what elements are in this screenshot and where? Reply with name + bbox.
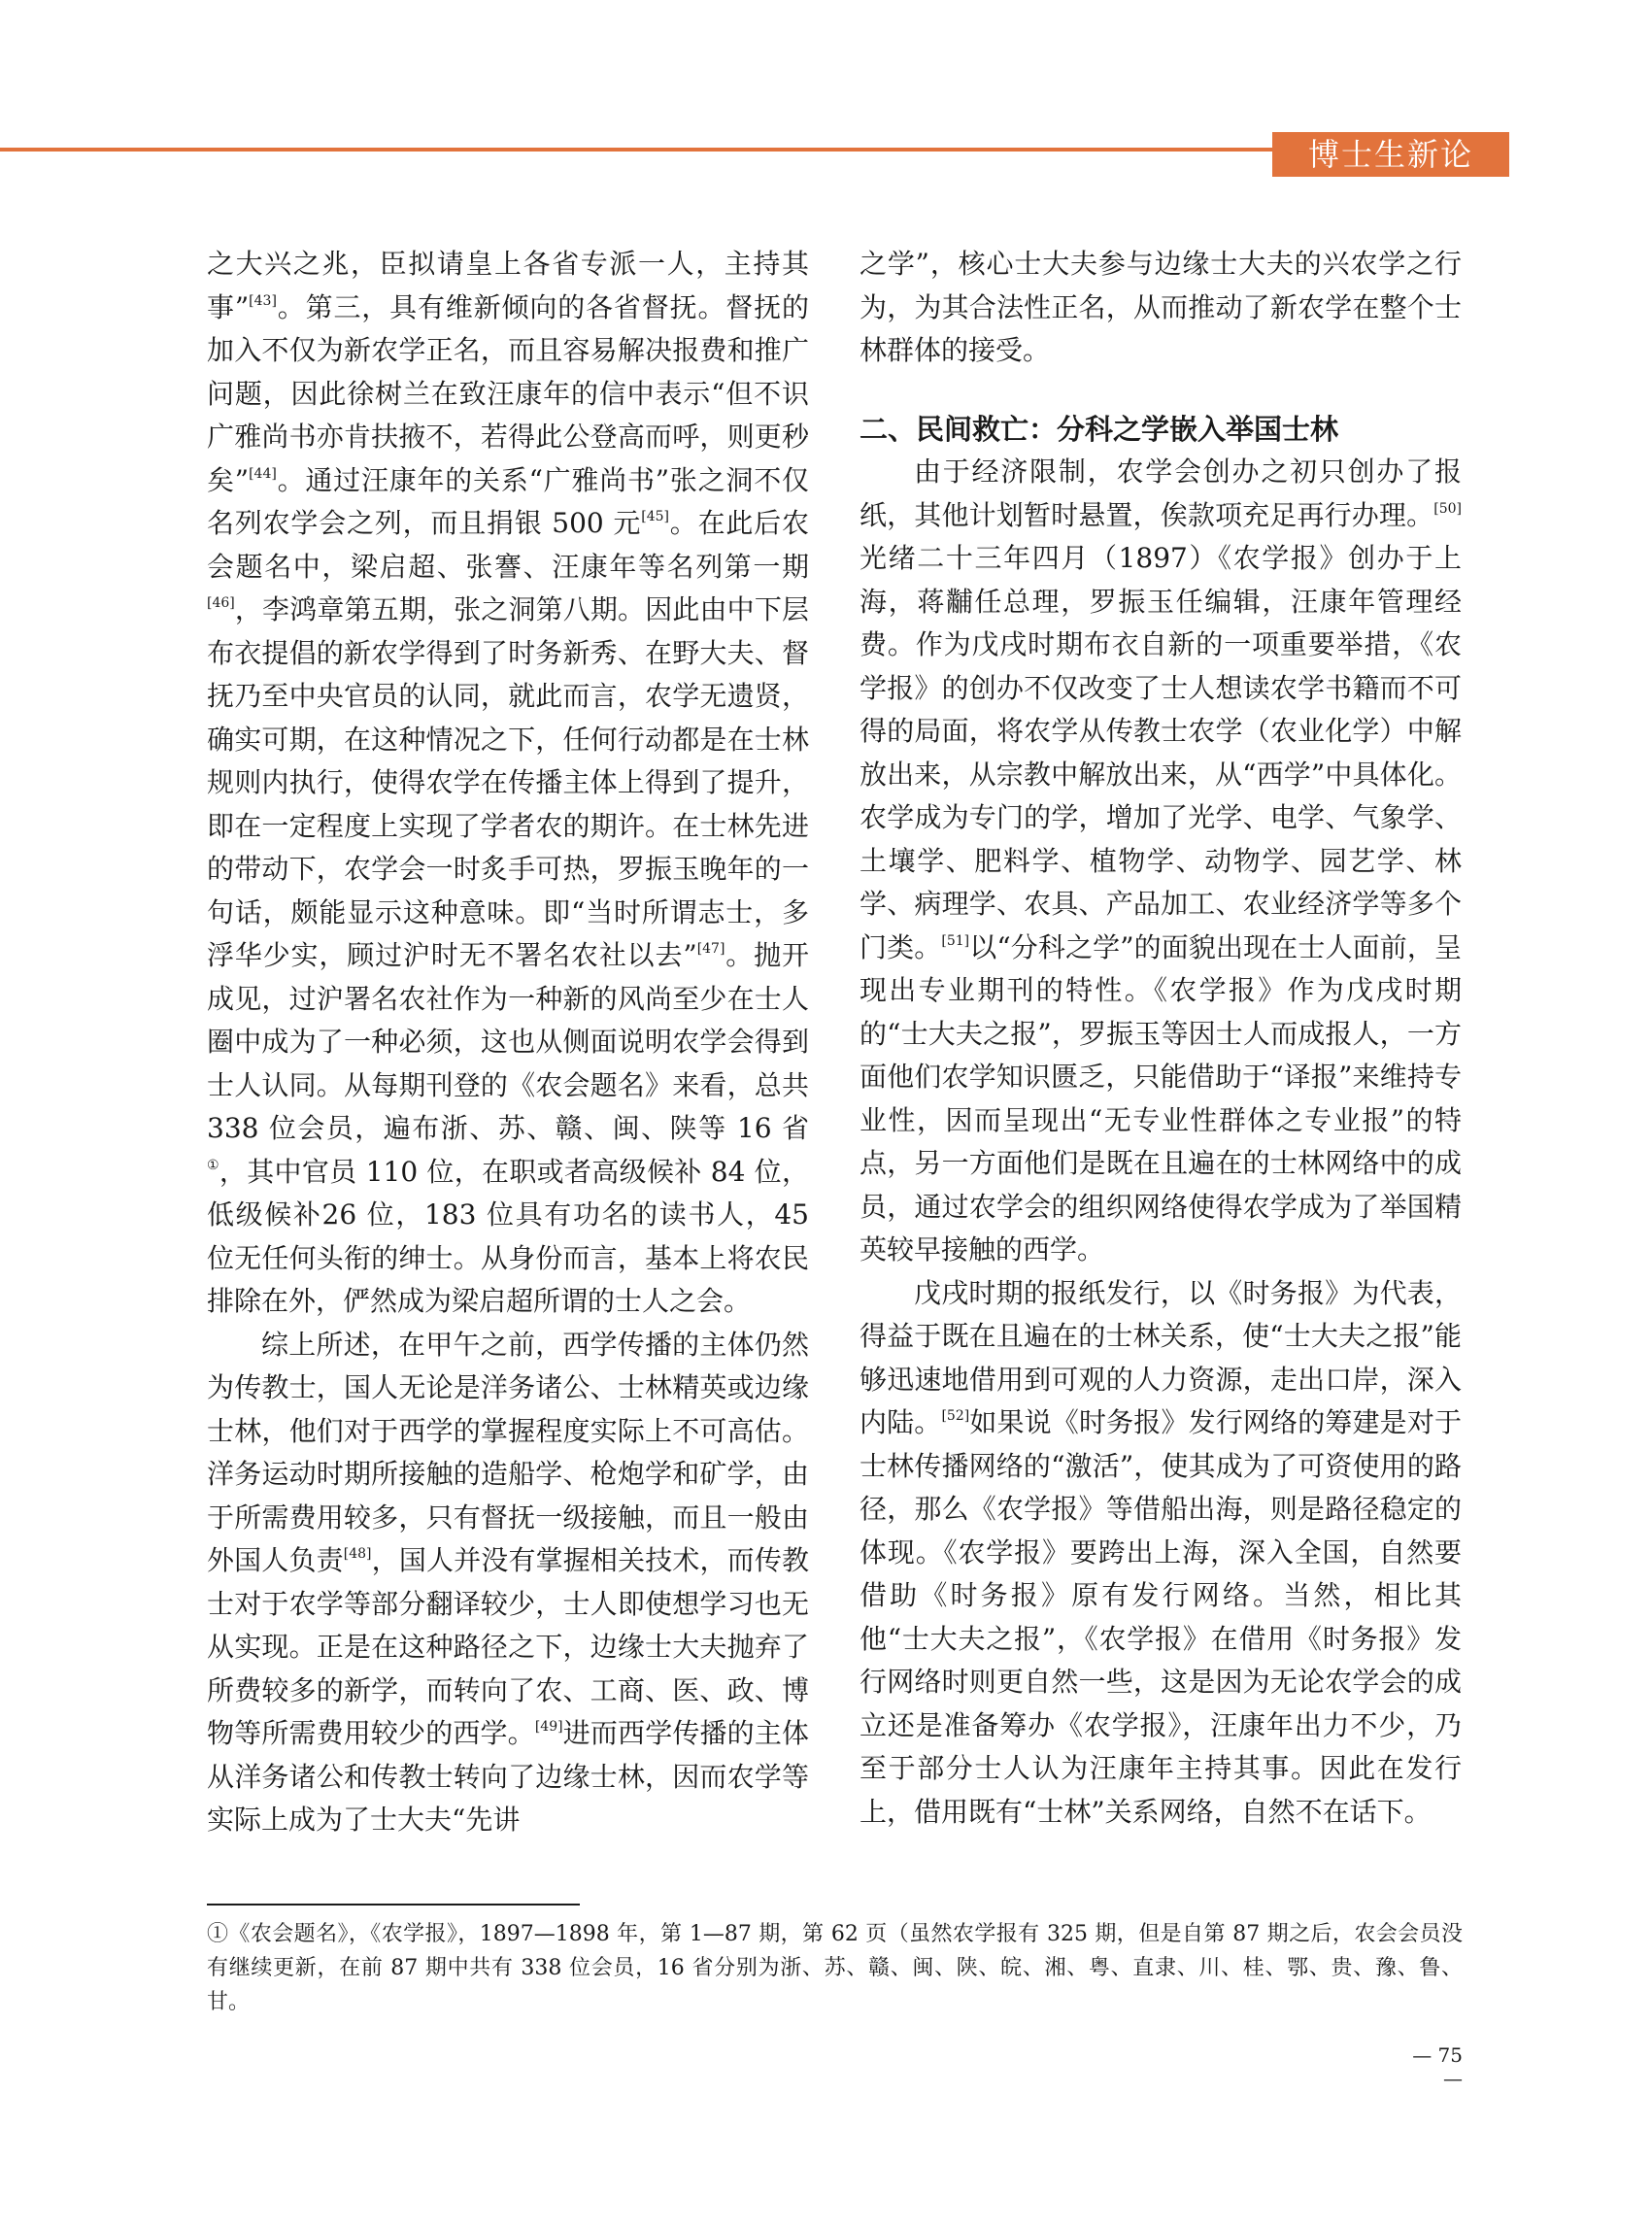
text-run: 。抛开成见，过沪署名农社作为一种新的风尚至少在士人圈中成为了一种必须，这也从侧面说明农学会得到士人认同。从每期刊登的《农会题名》来看，总共 338 位会员，遍布浙、苏、赣、闽、陕等 16 省 — [207, 939, 809, 1144]
text-run: ，李鸿章第五期，张之洞第八期。因此由中下层布衣提倡的新农学得到了时务新秀、在野大夫、督抚乃至中央官员的认同，就此而言，农学无遗贤，确实可期，在这种情况之下，任何行动都是在士林规则内执行，使得农学在传播主体上得到了提升，即在一定程度上实现了学者农的期许。在士林先进的带动下，农学会一时炙手可热，罗振玉晚年的一句话，颇能显示这种意味。即“当时所谓志士，多浮华少实，顾过沪时无不署名农社以去” — [207, 593, 809, 971]
citation-marker: [47] — [696, 941, 725, 957]
paragraph — [860, 243, 1462, 373]
left-column — [207, 243, 809, 1842]
citation-marker: [51] — [941, 932, 970, 949]
header-rule — [0, 148, 1282, 152]
citation-marker: [50] — [1433, 500, 1462, 517]
text-run: 如果说《时务报》发行网络的筹建是对于士林传播网络的“激活”，使其成为了可资使用的路径，那么《农学报》等借船出海，则是路径稳定的体现。《农学报》要跨出上海，深入全国，自然要借助《时务报》原有发行网络。当然，相比其他“士大夫之报”，《农学报》在借用《时务报》发行网络时则更自然一些，这是因为无论农学会的成立还是准备筹办《农学报》，汪康年出力不少，乃至于部分士人认为汪康年主持其事。因此在发行上，借用既有“士林”关系网络，自然不在话下。 — [860, 1406, 1462, 1828]
text-run: ，国人并没有掌握相关技术，而传教士对于农学等部分翻译较少，士人即使想学习也无从实现。正是在这种路径之下，边缘士大夫抛弃了所费较多的新学，而转向了农、工商、医、政、博物等所需费用较少的西学。 — [207, 1544, 809, 1749]
paragraph — [860, 451, 1462, 1272]
citation-marker: [49] — [534, 1719, 563, 1735]
citation-marker: [52] — [941, 1408, 970, 1424]
citation-marker: [43] — [249, 292, 277, 309]
text-run: 。通过汪康年的关系“广雅尚书”张之洞不仅名列农学会之列，而且捐银 500 元 — [207, 463, 809, 539]
paragraph — [860, 1272, 1462, 1835]
citation-marker: ① — [207, 1157, 219, 1173]
section-heading — [860, 408, 1462, 452]
text-run: 进而西学传播的主体从洋务诸公和传教士转向了边缘士林，因而农学等实际上成为了士大夫“先讲 — [207, 1717, 809, 1836]
citation-marker: [45] — [641, 509, 669, 524]
text-run: 二、民间救亡：分科之学嵌入举国士林 — [860, 412, 1339, 446]
text-run: 之大兴之兆，臣拟请皇上各省专派一人，主持其事” — [207, 248, 809, 323]
text-run: 光绪二十三年四月（1897）《农学报》创办于上海，蒋黼任总理，罗振玉任编辑，汪康年管理经费。作为戊戌时期布衣自新的一项重要举措，《农学报》的创办不仅改变了士人想读农学书籍而不可得的局面，将农学从传教士农学（农业化学）中解放出来，从宗教中解放出来，从“西学”中具体化。农学成为专门的学，增加了光学、电学、气象学、土壤学、肥料学、植物学、动物学、园艺学、林学、病理学、农具、产品加工、农业经济学等多个门类。 — [860, 542, 1462, 963]
text-run: 。在此后农会题名中，梁启超、张謇、汪康年等名列第一期 — [207, 507, 809, 583]
text-run: 以“分科之学”的面貌出现在士人面前，呈现出专业期刊的特性。《农学报》作为戊戌时期的“士大夫之报”，罗振玉等因士人而成报人，一方面他们农学知识匮乏，只能借助于“译报”来维持专业性，因而呈现出“无专业性群体之专业报”的特点，另一方面他们是既在且遍在的士林网络中的成员，通过农学会的组织网络使得农学成为了举国精英较早接触的西学。 — [860, 930, 1462, 1265]
text-run: 戊戌时期的报纸发行，以《时务报》为代表，得益于既在且遍在的士林关系，使“士大夫之报”能够迅速地借用到可观的人力资源，走出口岸，深入内陆。 — [860, 1276, 1462, 1438]
paragraph — [207, 1324, 809, 1842]
paragraph — [207, 243, 809, 1324]
text-run: 综上所述，在甲午之前，西学传播的主体仍然为传教士，国人无论是洋务诸公、士林精英或边缘士林，他们对于西学的掌握程度实际上不可高估。洋务运动时期所接触的造船学、枪炮学和矿学，由于所需费用较多，只有督抚一级接触，而且一般由外国人负责 — [207, 1328, 809, 1576]
text-run: 由于经济限制，农学会创办之初只创办了报纸，其他计划暂时悬置，俟款项充足再行办理。 — [860, 455, 1462, 531]
page-number: — 75— — [1412, 2043, 1463, 2090]
right-column — [860, 243, 1462, 1834]
footnote: ①《农会题名》，《农学报》，1897—1898 年，第 1—87 期，第 62 页（虽然农学报有 325 期，但是自第 87 期之后，农会会员没有继续更新，在前 87 期中共有 338 位会员，16 省分别为浙、苏、赣、闽、陕、皖、湘、粤、直隶、川、桂、鄂、贵、豫、鲁、甘。 — [207, 1922, 1463, 2014]
section-label: 博士生新论 — [1272, 132, 1509, 177]
citation-marker: [46] — [207, 595, 235, 611]
text-run: 之学”，核心士大夫参与边缘士大夫的兴农学之行为，为其合法性正名，从而推动了新农学在整个士林群体的接受。 — [860, 248, 1462, 366]
citation-marker: [48] — [343, 1546, 372, 1562]
text-run: ，其中官员 110 位，在职或者高级候补 84 位，低级候补26 位，183 位具有功名的读书人，45 位无任何头衔的绅士。从身份而言，基本上将农民排除在外，俨然成为梁启超所谓的士人之会。 — [207, 1155, 809, 1317]
text-run: 。第三，具有维新倾向的各省督抚。督抚的加入不仅为新农学正名，而且容易解决报费和推广问题，因此徐树兰在致汪康年的信中表示“但不识广雅尚书亦肯扶掖不，若得此公登高而呼，则更秒矣” — [207, 290, 809, 496]
footnote-rule — [207, 1904, 580, 1906]
citation-marker: [44] — [249, 465, 277, 482]
